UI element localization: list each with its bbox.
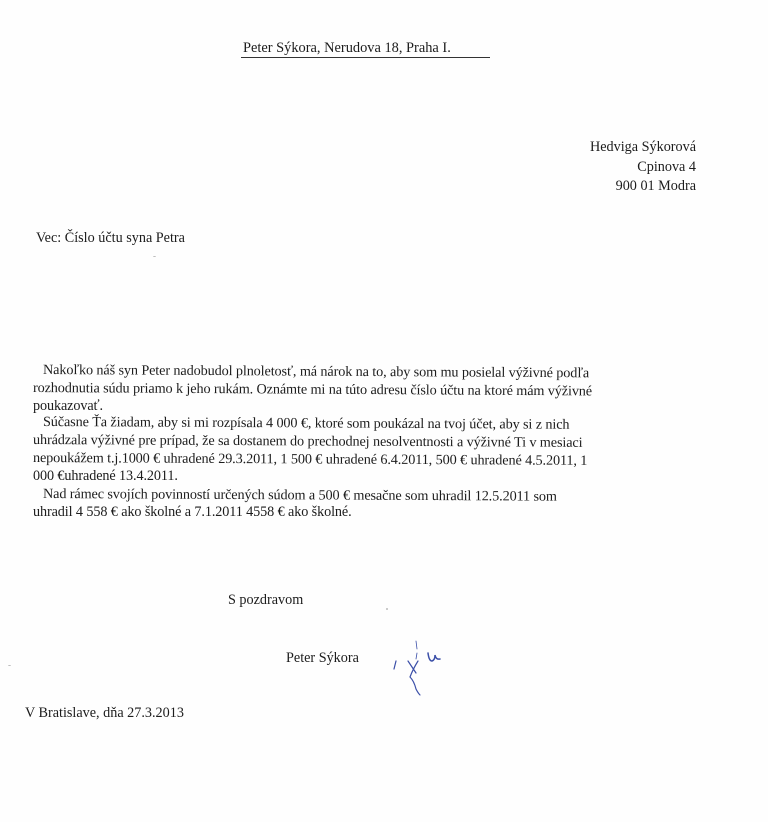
closing-salutation: S pozdravom — [228, 592, 304, 608]
signature-stroke — [394, 661, 396, 669]
recipient-city: 900 01 Modra — [615, 178, 696, 194]
letter-subject: Vec: Číslo účtu syna Petra — [36, 230, 185, 246]
sender-underline — [241, 57, 490, 58]
body-line: nepoukážem t.j.1000 € uhradené 29.3.2011, 1 500 € uhradené 6.4.2011, 500 € uhradené 4.5.2011, 1 — [32, 450, 588, 469]
recipient-street: Cpinova 4 — [637, 159, 696, 175]
handwritten-signature — [388, 633, 478, 703]
body-line: uhradil 4 558 € ako školné a 7.1.2011 4558 € ako školné. — [33, 504, 352, 520]
place-and-date: V Bratislave, dňa 27.3.2013 — [25, 705, 184, 721]
body-line: Nakoľko náš syn Peter nadobudol plnoletosť, má nárok na to, aby som mu posielal výživné podľa — [42, 362, 590, 382]
body-line: rozhodnutia súdu priamo k jeho rukám. Oznámte mi na túto adresu číslo účtu na ktoré mám výživné — [32, 380, 593, 400]
body-line: 000 €uhradené 13.4.2011. — [33, 468, 178, 484]
sender-address: Peter Sýkora, Nerudova 18, Praha I. — [243, 40, 451, 56]
scan-speck — [153, 256, 156, 257]
body-line: Súčasne Ťa žiadam, aby si mi rozpísala 4 000 €, ktoré som poukázal na tvoj účet, aby si z nich — [42, 414, 570, 433]
signature-stroke — [428, 653, 440, 661]
recipient-name: Hedviga Sýkorová — [590, 139, 696, 155]
body-line: uhrádzala výživné pre prípad, že sa dostanem do prechodnej nesolventnosti a výživné Ti v mesiaci — [32, 432, 583, 451]
scan-speck — [8, 665, 11, 666]
signature-stroke — [416, 641, 417, 659]
body-line: poukazovať. — [33, 398, 103, 414]
signature-stroke — [408, 661, 420, 695]
body-line: Nad rámec svojích povinností určených súdom a 500 € mesačne som uhradil 12.5.2011 som — [42, 486, 557, 505]
scan-speck — [386, 608, 388, 610]
signer-name: Peter Sýkora — [286, 650, 359, 666]
